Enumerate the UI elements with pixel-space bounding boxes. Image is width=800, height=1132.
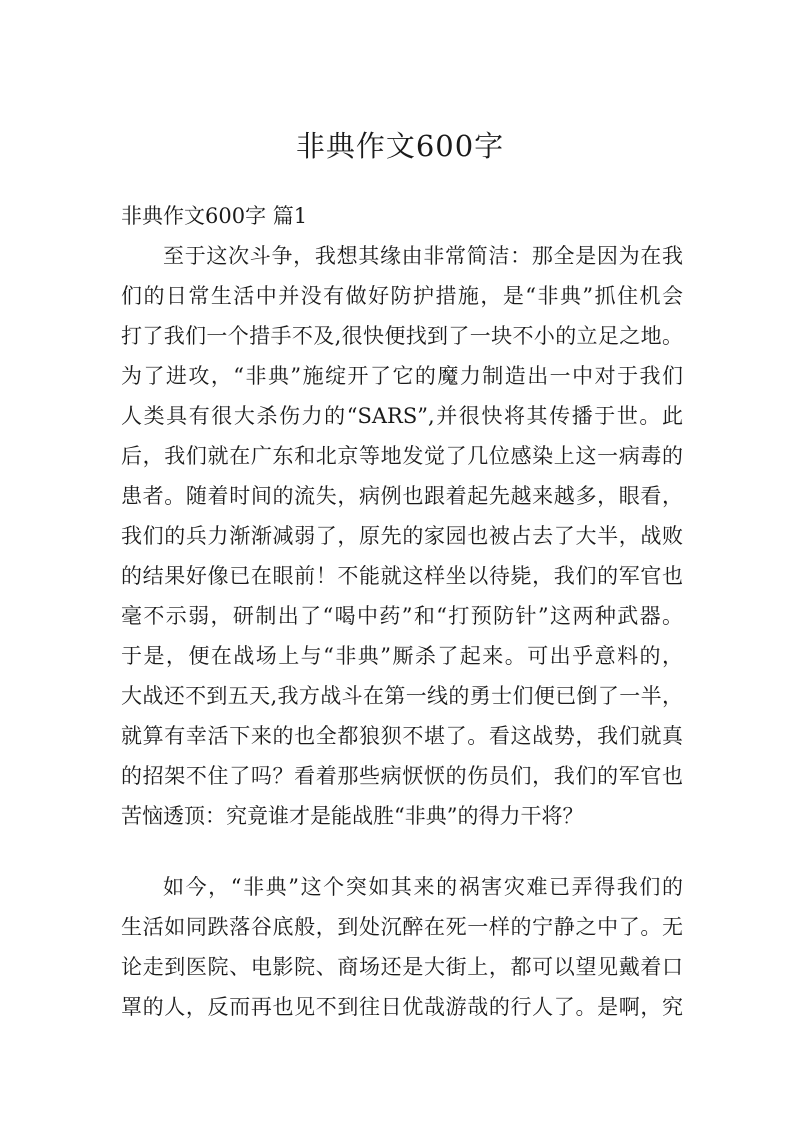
paragraph-line: 的结果好像已在眼前！不能就这样坐以待毙，我们的军官也 xyxy=(121,564,683,588)
paragraph-line: 如今，“非典”这个突如其来的祸害灾难已弄得我们的 xyxy=(163,875,683,899)
paragraph-line: 为了进攻，“非典”施绽开了它的魔力制造出一中对于我们 xyxy=(121,364,683,388)
paragraph-line: 患者。随着时间的流失，病例也跟着起先越来越多，眼看， xyxy=(121,484,683,508)
paragraph-line: 打了我们一个措手不及,很快便找到了一块不小的立足之地。 xyxy=(121,324,683,348)
paragraph-line: 于是，便在战场上与“非典”厮杀了起来。可出乎意料的， xyxy=(121,644,683,668)
document-title: 非典作文600字 xyxy=(295,129,505,163)
paragraph-line: 的招架不住了吗？看着那些病恹恹的伤员们，我们的军官也 xyxy=(121,764,683,788)
paragraph-line: 论走到医院、电影院、商场还是大街上，都可以望见戴着口 xyxy=(121,955,683,979)
paragraph-line: 们的日常生活中并没有做好防护措施，是“非典”抓住机会 xyxy=(121,284,683,308)
paragraph-2 xyxy=(121,867,683,1027)
paragraph-1 xyxy=(121,236,683,836)
paragraph-line: 我们的兵力渐渐减弱了，原先的家园也被占去了大半，战败 xyxy=(121,524,683,548)
paragraph-line: 罩的人，反而再也见不到往日优哉游哉的行人了。是啊，究 xyxy=(121,995,683,1019)
paragraph-line: 人类具有很大杀伤力的“SARS”,并很快将其传播于世。此 xyxy=(121,404,683,428)
paragraph-line: 苦恼透顶：究竟谁才是能战胜“非典”的得力干将？ xyxy=(121,804,584,828)
paragraph-line: 毫不示弱，研制出了“喝中药”和“打预防针”这两种武器。 xyxy=(121,604,683,628)
paragraph-line: 生活如同跌落谷底般，到处沉醉在死一样的宁静之中了。无 xyxy=(121,915,683,939)
paragraph-line: 后，我们就在广东和北京等地发觉了几位感染上这一病毒的 xyxy=(121,444,683,468)
section-heading: 非典作文600字 篇1 xyxy=(121,204,308,228)
paragraph-line: 就算有幸活下来的也全都狼狈不堪了。看这战势，我们就真 xyxy=(121,724,683,748)
paragraph-line: 大战还不到五天,我方战斗在第一线的勇士们便已倒了一半， xyxy=(121,684,683,708)
paragraph-line: 至于这次斗争，我想其缘由非常简洁：那全是因为在我 xyxy=(163,244,683,268)
